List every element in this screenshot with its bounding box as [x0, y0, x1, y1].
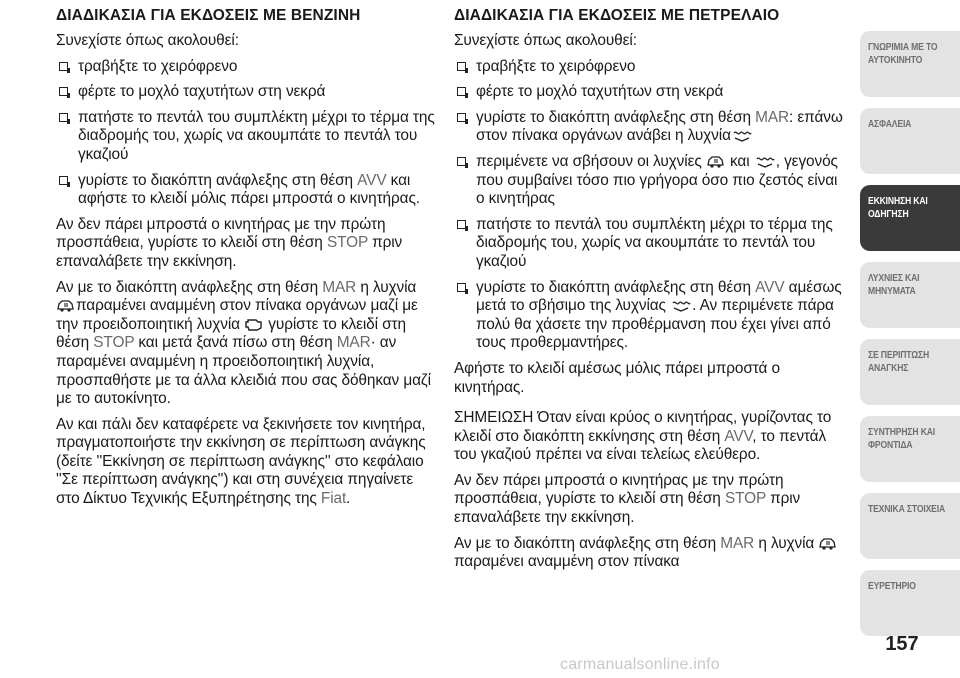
checkbox-bullet-icon: [457, 113, 466, 122]
tab-safety[interactable]: ΑΣΦΑΛΕΙΑ: [860, 108, 960, 174]
paragraph: Αν και πάλι δεν καταφέρετε να ξεκινήσετε τον κινητήρα, πραγματοποιήστε την εκκίνηση σε περίπτωση ανάγκης (δείτε ''Εκκίνηση σε περίπτωση ανάγκης'' στο κεφάλαιο ''Σε περίπτωση ανάγκης'') και στη συνέχεια πηγαίνετε στο Δίκτυο Τεχνικής Εξυπηρέτησης της Fiat.: [56, 415, 426, 508]
left-column: [56, 0, 436, 516]
checkbox-bullet-icon: [457, 157, 466, 166]
paragraph: Αν δεν πάρει μπροστά ο κινητήρας με την πρώτη προσπάθεια, γυρίστε το κλειδί στη θέση STOP πριν επαναλάβετε την εκκίνηση.: [454, 471, 801, 527]
list-item: πατήστε το πεντάλ του συμπλέκτη μέχρι το τέρμα της διαδρομής του, χωρίς να ακουμπάτε το πεντάλ του γκαζιού: [454, 216, 844, 272]
list-item: τραβήξτε το χειρόφρενο: [56, 58, 436, 77]
tab-starting-and-driving[interactable]: ΕΚΚΙΝΗΣΗ ΚΑΙ ΟΔΗΓΗΣΗ: [860, 185, 960, 251]
intro-text: Συνεχίστε όπως ακολουθεί:: [454, 32, 637, 49]
tab-maintenance[interactable]: ΣΥΝΤΗΡΗΣΗ ΚΑΙ ΦΡΟΝΤΙΔΑ: [860, 416, 960, 482]
engine-warning-icon: [244, 316, 264, 332]
checkbox-bullet-icon: [59, 176, 68, 185]
checkbox-bullet-icon: [457, 283, 466, 292]
right-column: [454, 0, 844, 579]
watermark: carmanualsonline.info: [560, 656, 720, 673]
list-item: γυρίστε το διακόπτη ανάφλεξης στη θέση MAR: επάνω στον πίνακα οργάνων ανάβει η λυχνία: [454, 109, 844, 146]
steps-list: [56, 58, 436, 209]
checkbox-bullet-icon: [59, 87, 68, 96]
section-heading-diesel: ΔΙΑΔΙΚΑΣΙΑ ΓΙΑ ΕΚΔΟΣΕΙΣ ΜΕ ΠΕΤΡΕΛΑΙΟ: [454, 7, 780, 24]
checkbox-bullet-icon: [59, 62, 68, 71]
note-paragraph: ΣΗΜΕΙΩΣΗ Όταν είναι κρύος ο κινητήρας, γυρίζοντας το κλειδί στο διακόπτη εκκίνησης στη θέση AVV, το πεντάλ του γκαζιού πρέπει να είναι τελείως ελεύθερο.: [454, 409, 832, 464]
checkbox-bullet-icon: [457, 62, 466, 71]
tab-index[interactable]: ΕΥΡΕΤΗΡΙΟ: [860, 570, 960, 636]
list-item: πατήστε το πεντάλ του συμπλέκτη μέχρι το τέρμα της διαδρομής του, χωρίς να ακουμπάτε το πεντάλ του γκαζιού: [56, 109, 436, 165]
paragraph: Αν με το διακόπτη ανάφλεξης στη θέση MAR η λυχνία παραμένει αναμμένη στον πίνακα οργάνων μαζί με την προειδοποιητική λυχνία γυρίστε το κλειδί στη θέση STOP και μετά ξανά πίσω στη θέση MAR· αν παραμένει αναμμένη η προειδοποιητική λυχνία, προσπαθήστε με τα άλλα κλειδιά που σας δόθηκαν μαζί με το αυτοκίνητο.: [56, 278, 431, 408]
tab-getting-to-know-car[interactable]: ΓΝΩΡΙΜΙΑ ΜΕ ΤΟ ΑΥΤΟΚΙΝΗΤΟ: [860, 31, 960, 97]
immobilizer-car-key-icon: [706, 153, 726, 169]
tab-warning-lights[interactable]: ΛΥΧΝΙΕΣ ΚΑΙ ΜΗΝΥΜΑΤΑ: [860, 262, 960, 328]
list-item: γυρίστε το διακόπτη ανάφλεξης στη θέση AVV αμέσως μετά το σβήσιμο της λυχνίας . Αν περιμένετε πάρα πολύ θα χάσετε την προθέρμανση που έχει γίνει από τους προθερμαντήρες.: [454, 279, 844, 353]
page-number: 157: [885, 633, 919, 655]
checkbox-bullet-icon: [59, 113, 68, 122]
list-item: περιμένετε να σβήσουν οι λυχνίες και , γεγονός που συμβαίνει τόσο πιο γρήγορα όσο πιο ζεστός είναι ο κινητήρας: [454, 153, 844, 209]
steps-list: [454, 58, 844, 353]
checkbox-bullet-icon: [457, 220, 466, 229]
tab-technical-data[interactable]: ΤΕΧΝΙΚΑ ΣΤΟΙΧΕΙΑ: [860, 493, 960, 559]
tab-emergency[interactable]: ΣΕ ΠΕΡΙΠΤΩΣΗ ΑΝΑΓΚΗΣ: [860, 339, 960, 405]
paragraph: Αφήστε το κλειδί αμέσως μόλις πάρει μπροστά ο κινητήρας.: [454, 359, 780, 396]
glow-plug-icon: [754, 155, 776, 169]
list-item: τραβήξτε το χειρόφρενο: [454, 58, 844, 77]
list-item: φέρτε το μοχλό ταχυτήτων στη νεκρά: [454, 83, 844, 102]
intro-text: Συνεχίστε όπως ακολουθεί:: [56, 32, 239, 49]
paragraph: Αν με το διακόπτη ανάφλεξης στη θέση MAR η λυχνία παραμένει αναμμένη στον πίνακα: [454, 535, 844, 572]
checkbox-bullet-icon: [457, 87, 466, 96]
glow-plug-icon: [670, 299, 692, 313]
immobilizer-car-key-icon: [56, 297, 76, 313]
glow-plug-icon: [731, 129, 753, 143]
chapter-tabs: [860, 0, 960, 678]
list-item: γυρίστε το διακόπτη ανάφλεξης στη θέση AVV και αφήστε το κλειδί μόλις πάρει μπροστά ο κινητήρας.: [56, 172, 436, 209]
section-heading-petrol: ΔΙΑΔΙΚΑΣΙΑ ΓΙΑ ΕΚΔΟΣΕΙΣ ΜΕ ΒΕΝΖΙΝΗ: [56, 7, 361, 24]
immobilizer-car-key-icon: [818, 535, 838, 551]
paragraph: Αν δεν πάρει μπροστά ο κινητήρας με την πρώτη προσπάθεια, γυρίστε το κλειδί στη θέση STOP πριν επαναλάβετε την εκκίνηση.: [56, 215, 403, 270]
list-item: φέρτε το μοχλό ταχυτήτων στη νεκρά: [56, 83, 436, 102]
